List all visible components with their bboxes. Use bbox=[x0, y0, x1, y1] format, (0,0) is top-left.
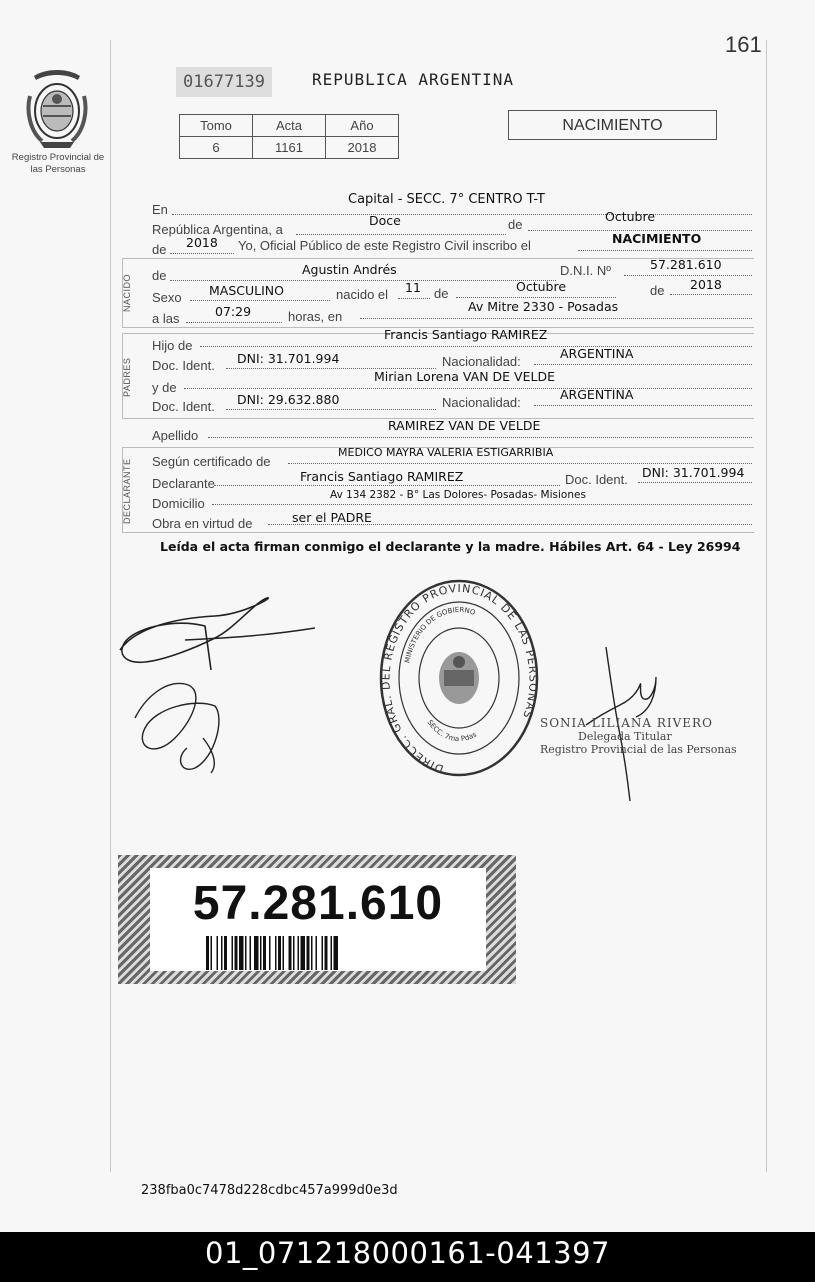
mother-nationality-label: Nacionalidad: bbox=[442, 395, 521, 410]
barcode-bar bbox=[221, 936, 223, 970]
hijo-de-label: Hijo de bbox=[152, 338, 193, 353]
dotted-line bbox=[186, 322, 282, 323]
dotted-line bbox=[288, 463, 752, 464]
child-sex: MASCULINO bbox=[209, 283, 284, 298]
declarant-relationship: ser el PADRE bbox=[292, 510, 372, 525]
dotted-line bbox=[170, 253, 234, 254]
dni-barcode-label bbox=[118, 855, 516, 984]
barcode-bar bbox=[275, 936, 277, 970]
barcode-bar bbox=[239, 936, 244, 970]
dotted-line bbox=[190, 300, 330, 301]
barcode-bar bbox=[250, 936, 252, 970]
oficial-label: Yo, Oficial Público de este Registro Civil inscribo el bbox=[238, 238, 531, 253]
tomo-header: Tomo bbox=[180, 115, 253, 137]
padres-section-label: PADRES bbox=[122, 357, 132, 397]
nacido-el-label: nacido el bbox=[336, 287, 389, 302]
official-organization: Registro Provincial de las Personas bbox=[540, 743, 737, 756]
barcode-bar bbox=[293, 936, 295, 970]
father-name: Francis Santiago RAMIREZ bbox=[384, 327, 548, 342]
dotted-line bbox=[624, 275, 752, 276]
seal-outer-text: DIRECC. GRAL. DEL REGISTRO PROVINCIAL DE LAS PERSONAS bbox=[379, 581, 540, 776]
republica-label: República Argentina, a bbox=[152, 222, 283, 237]
dotted-line bbox=[638, 482, 752, 483]
barcode-icon bbox=[206, 936, 433, 970]
dotted-line bbox=[360, 318, 752, 319]
barcode-bar bbox=[283, 936, 285, 970]
horas-label: horas, en bbox=[288, 309, 343, 324]
acta-value: 1161 bbox=[253, 137, 326, 159]
acta-table-value-row bbox=[180, 137, 399, 159]
dotted-line bbox=[456, 297, 616, 298]
footer-bar bbox=[0, 1232, 815, 1282]
nacido-section-label: NACIDO bbox=[122, 274, 132, 313]
dotted-line bbox=[214, 485, 560, 486]
father-nationality: ARGENTINA bbox=[560, 346, 634, 361]
dotted-line bbox=[212, 504, 752, 505]
child-name: Agustin Andrés bbox=[302, 262, 397, 277]
barcode-bar bbox=[224, 936, 227, 970]
barcode-bar bbox=[278, 936, 281, 970]
dotted-line bbox=[184, 388, 752, 389]
barcode-bar bbox=[235, 936, 238, 970]
event-type: NACIMIENTO bbox=[612, 231, 702, 246]
dotted-line bbox=[200, 346, 752, 347]
ano-header: Año bbox=[326, 115, 399, 137]
mother-doc-label: Doc. Ident. bbox=[152, 399, 215, 414]
document-type-box: NACIMIENTO bbox=[508, 110, 717, 140]
domicilio-label: Domicilio bbox=[152, 496, 205, 511]
father-nationality-label: Nacionalidad: bbox=[442, 354, 521, 369]
de-month-label: de bbox=[434, 286, 449, 301]
sexo-label: Sexo bbox=[152, 290, 182, 305]
father-doc: DNI: 31.701.994 bbox=[237, 351, 340, 366]
provincial-emblem-icon bbox=[22, 66, 92, 151]
barcode-bar bbox=[263, 936, 266, 970]
barcode-bar bbox=[322, 936, 324, 970]
de-year-label: de bbox=[152, 242, 167, 257]
dni-label: D.N.I. Nº bbox=[560, 263, 611, 278]
mother-nationality: ARGENTINA bbox=[560, 387, 634, 402]
barcode-bar bbox=[307, 936, 310, 970]
page-number: 161 bbox=[725, 32, 762, 57]
barcode-bar bbox=[206, 936, 209, 970]
svg-text:SECC. 7ma Pdas bbox=[426, 718, 479, 743]
dotted-line bbox=[670, 294, 752, 295]
declarant-signature-icon bbox=[115, 588, 320, 788]
dotted-line bbox=[172, 214, 752, 215]
en-label: En bbox=[152, 202, 168, 217]
dotted-line bbox=[534, 405, 752, 406]
barcode-bar bbox=[232, 936, 234, 970]
official-stamp bbox=[540, 716, 737, 756]
acta-table bbox=[179, 114, 399, 159]
barcode-bar bbox=[289, 936, 292, 970]
barcode-bar bbox=[316, 936, 318, 970]
official-seal-icon bbox=[378, 578, 540, 778]
ano-value: 2018 bbox=[326, 137, 399, 159]
registration-month: Octubre bbox=[605, 209, 656, 224]
barcode-bar bbox=[269, 936, 271, 970]
barcode-bar bbox=[245, 936, 247, 970]
seal-inner-text: MINISTERIO DE GOBIERNO bbox=[403, 605, 477, 664]
birth-place: Av Mitre 2330 - Posadas bbox=[468, 299, 619, 314]
barcode-bar bbox=[298, 936, 300, 970]
dotted-line bbox=[398, 298, 430, 299]
country-title: REPUBLICA ARGENTINA bbox=[312, 70, 515, 89]
registration-day: Doce bbox=[369, 213, 401, 228]
apellido-label: Apellido bbox=[152, 428, 199, 443]
declarant-address: Av 134 2382 - B° Las Dolores- Posadas- Misiones bbox=[330, 489, 586, 501]
certificado-label: Según certificado de bbox=[152, 454, 271, 469]
dotted-line bbox=[534, 364, 752, 365]
barcode-bar bbox=[331, 936, 333, 970]
surname: RAMIREZ VAN DE VELDE bbox=[388, 418, 541, 433]
right-margin-line bbox=[766, 40, 767, 1172]
barcode-bar bbox=[325, 936, 328, 970]
tomo-value: 6 bbox=[180, 137, 253, 159]
registry-place: Capital - SECC. 7° CENTRO T-T bbox=[348, 192, 545, 207]
acta-table-header-row bbox=[180, 115, 399, 137]
de-label: de bbox=[508, 217, 523, 232]
mother-name: Mirian Lorena VAN DE VELDE bbox=[374, 369, 555, 384]
official-name: SONIA LILIANA RIVERO bbox=[540, 716, 713, 730]
father-doc-label: Doc. Ident. bbox=[152, 358, 215, 373]
barcode-bar bbox=[211, 936, 213, 970]
de-name-label: de bbox=[152, 268, 167, 283]
acta-header: Acta bbox=[253, 115, 326, 137]
dotted-line bbox=[208, 437, 752, 438]
document-hash: 238fba0c7478d228cdbc457a999d0e3d bbox=[141, 1183, 398, 1198]
dotted-line bbox=[578, 250, 752, 251]
official-role: Delegada Titular bbox=[578, 730, 672, 743]
obra-label: Obra en virtud de bbox=[152, 516, 253, 531]
mother-doc: DNI: 29.632.880 bbox=[237, 392, 340, 407]
barcode-bar bbox=[334, 936, 339, 970]
y-de-label: y de bbox=[152, 380, 177, 395]
seal-bottom-text: SECC. 7ma Pdas bbox=[425, 718, 478, 744]
declarante-label: Declarante bbox=[152, 476, 215, 491]
barcode-bar bbox=[311, 936, 313, 970]
dotted-line bbox=[296, 234, 506, 235]
child-dni: 57.281.610 bbox=[650, 257, 722, 272]
left-margin-line bbox=[110, 40, 111, 1172]
medical-certificate: MEDICO MAYRA VALERIA ESTIGARRIBIA bbox=[338, 446, 554, 459]
declarant-name: Francis Santiago RAMIREZ bbox=[300, 469, 464, 484]
a-las-label: a las bbox=[152, 311, 180, 326]
de-year-label-2: de bbox=[650, 283, 665, 298]
registry-caption: Registro Provincial de las Personas bbox=[11, 152, 105, 175]
dotted-line bbox=[170, 280, 556, 281]
label-content bbox=[150, 868, 486, 971]
birth-day: 11 bbox=[405, 280, 421, 295]
birth-month: Octubre bbox=[516, 279, 567, 294]
label-dni-number: 57.281.610 bbox=[192, 877, 444, 930]
barcode-bar bbox=[301, 936, 306, 970]
dotted-line bbox=[226, 409, 436, 410]
footer-identifier: 01_071218000161-041397 bbox=[205, 1236, 610, 1270]
barcode-bar bbox=[217, 936, 219, 970]
declarante-section-label: DECLARANTE bbox=[122, 458, 132, 524]
declarant-doc-label: Doc. Ident. bbox=[565, 472, 628, 487]
birth-time: 07:29 bbox=[215, 304, 252, 319]
serial-number: 01677139 bbox=[176, 67, 272, 97]
barcode-bar bbox=[254, 936, 259, 970]
barcode-bar bbox=[260, 936, 262, 970]
registration-year: 2018 bbox=[186, 235, 218, 250]
declarant-doc: DNI: 31.701.994 bbox=[642, 465, 745, 480]
closing-statement: Leída el acta firman conmigo el declarante y la madre. Hábiles Art. 64 - Ley 26994 bbox=[160, 539, 741, 554]
birth-year: 2018 bbox=[690, 277, 722, 292]
